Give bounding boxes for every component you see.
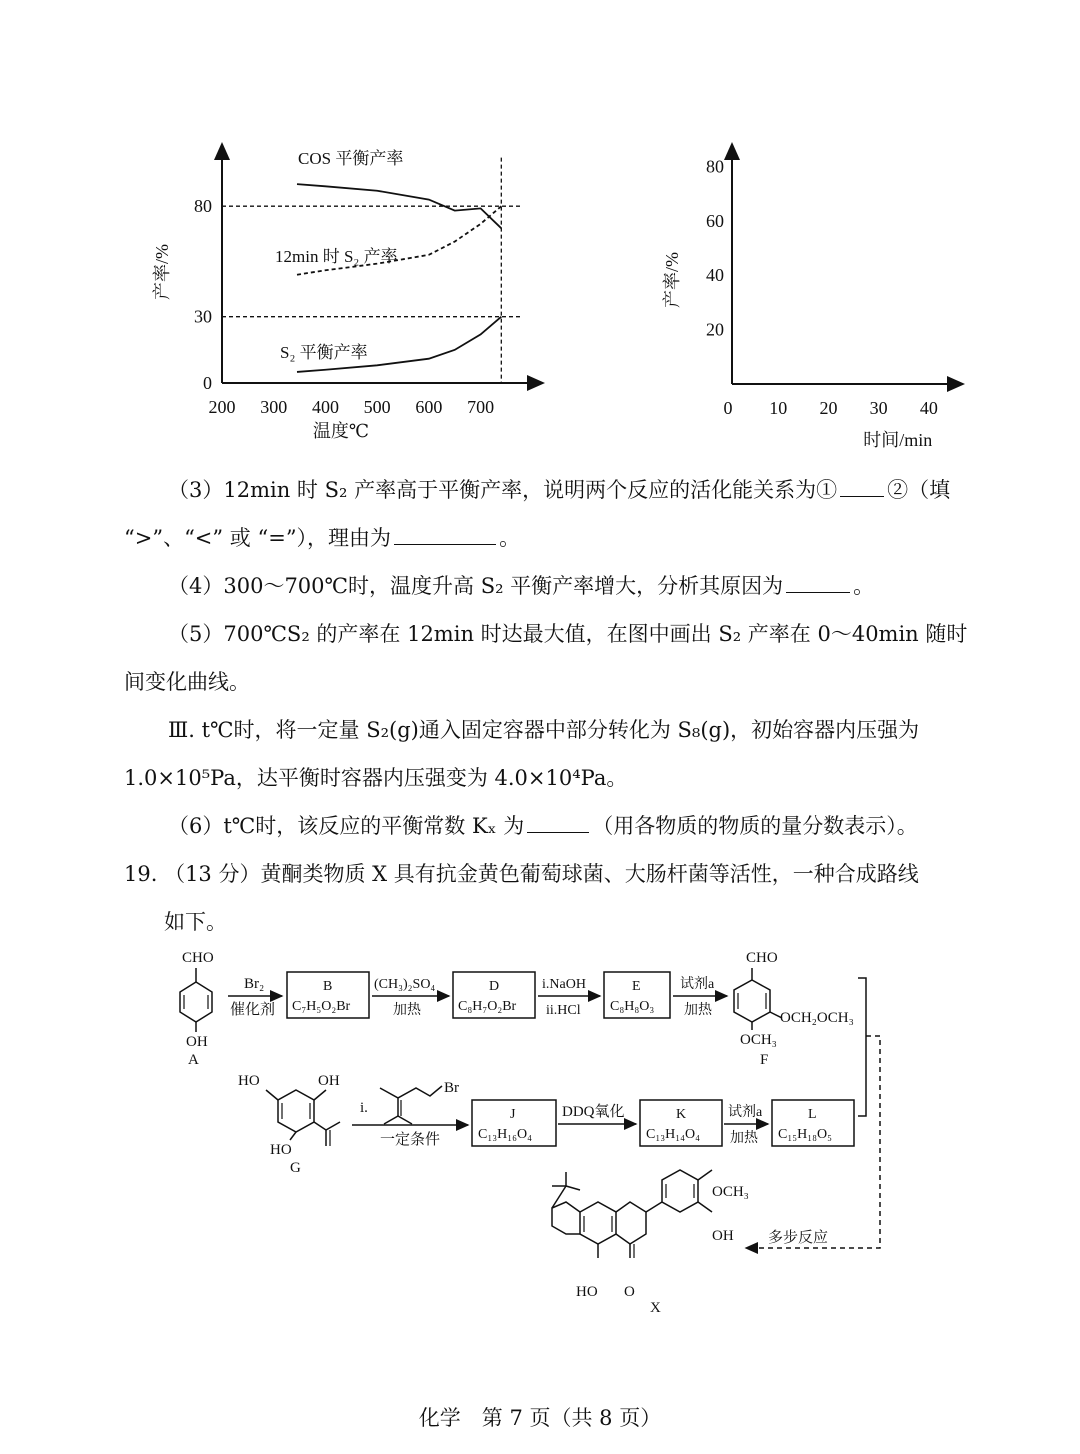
- x2-tick-20: 20: [819, 398, 838, 418]
- molecule-f: [734, 950, 854, 1068]
- synthesis-scheme: [0, 940, 1080, 1340]
- b-name: B: [323, 979, 333, 994]
- g-label: G: [290, 1160, 301, 1176]
- x2-tick-40: 40: [919, 398, 938, 418]
- a-oh: OH: [186, 1034, 208, 1050]
- question-5-text: （5）700℃S₂ 的产率在 12min 时达最大值，在图中画出 S₂ 产率在 0～40min 随时: [168, 622, 968, 646]
- l-name: L: [808, 1107, 817, 1122]
- x-axis-label: 温度℃: [312, 421, 370, 441]
- chart-temperature-yield: [140, 140, 560, 450]
- x-oh: OH: [712, 1228, 734, 1244]
- reagent-6-top: DDQ氧化: [562, 1104, 625, 1120]
- reagent-7-top: 试剂a: [728, 1105, 763, 1120]
- y2-tick-40: 40: [706, 265, 724, 286]
- connector-f-l: [858, 978, 866, 1116]
- x-ho: HO: [576, 1284, 598, 1300]
- question-5-line-2: [124, 667, 250, 697]
- x-tick-300: 300: [260, 397, 288, 417]
- x-och3: OCH₃: [712, 1184, 749, 1200]
- part-3-line-1: [168, 715, 919, 745]
- e-formula: C₈H₈O₃: [610, 999, 655, 1014]
- part-3-text: Ⅲ. t℃时，将一定量 S₂(g)通入固定容器中部分转化为 S₈(g)，初始容器内压强为: [168, 718, 920, 742]
- f-cho: CHO: [746, 950, 778, 966]
- question-5-text-b: 间变化曲线。: [124, 670, 250, 694]
- j-name: J: [510, 1107, 516, 1122]
- part-3-text-b: 1.0×10⁵Pa，达平衡时容器内压强变为 4.0×10⁴Pa。: [124, 766, 628, 790]
- answer-blank-q6[interactable]: [527, 812, 589, 833]
- y-axis-label: 产率/%: [152, 244, 172, 300]
- question-3-text-b: ②（填: [887, 478, 951, 502]
- reagent-2-bottom: 加热: [393, 1003, 421, 1018]
- part-3-line-2: [124, 763, 627, 793]
- a-label: A: [188, 1052, 199, 1068]
- f-och3: OCH₃: [740, 1032, 777, 1048]
- question-6-text-b: （用各物质的物质的量分数表示）。: [592, 814, 918, 838]
- d-name: D: [489, 979, 500, 994]
- reagent-5-br: Br: [444, 1080, 459, 1096]
- x-tick-400: 400: [311, 397, 339, 417]
- reagent-4-top: 试剂a: [680, 977, 715, 992]
- x-tick-200: 200: [208, 397, 236, 417]
- y2-tick-80: 80: [706, 156, 724, 177]
- x-tick-700: 700: [467, 397, 495, 417]
- x2-tick-0: 0: [723, 398, 733, 418]
- question-3-text-c: “>”、“<” 或 “=”），理由为: [124, 526, 392, 550]
- reagent-3-top: i.NaOH: [542, 977, 586, 992]
- prenyl-bromide: [380, 1080, 459, 1124]
- x-carbonyl-o: O: [624, 1284, 635, 1300]
- reagent-5-bottom: 一定条件: [380, 1132, 441, 1148]
- reagent-1-bottom: 催化剂: [230, 1002, 276, 1018]
- g-ho-bottom: HO: [270, 1142, 292, 1158]
- series-label-2: S₂ 平衡产率: [280, 343, 368, 362]
- question-3-text: （3）12min 时 S₂ 产率高于平衡产率，说明两个反应的活化能关系为①: [168, 478, 838, 502]
- chart-time-yield: [650, 140, 980, 460]
- reagent-5-top: i.: [360, 1100, 368, 1116]
- reagent-1-top: Br₂: [244, 976, 265, 992]
- y-tick-30: 30: [194, 306, 212, 327]
- reagent-3-bottom: ii.HCl: [546, 1003, 581, 1018]
- x2-axis-label: 时间/min: [863, 430, 933, 450]
- question-3-line-2: [124, 523, 520, 553]
- x-tick-500: 500: [363, 397, 391, 417]
- question-4-text: （4）300～700℃时，温度升高 S₂ 平衡产率增大，分析其原因为: [168, 574, 784, 598]
- question-4-line: [168, 571, 874, 601]
- molecule-g: [238, 1073, 340, 1176]
- k-formula: C₁₃H₁₄O₄: [646, 1127, 700, 1142]
- question-19-line-1: [124, 859, 919, 889]
- series-label-0: COS 平衡产率: [298, 149, 404, 168]
- f-label: F: [760, 1052, 769, 1068]
- question-5-line-1: [168, 619, 967, 649]
- d-formula: C₈H₇O₂Br: [458, 999, 517, 1014]
- question-3-line-1: [168, 475, 950, 505]
- x-label: X: [650, 1300, 661, 1316]
- question-6-text: （6）t℃时，该反应的平衡常数 Kₓ 为: [168, 814, 525, 838]
- answer-blank-q4[interactable]: [786, 572, 850, 593]
- e-name: E: [632, 979, 641, 994]
- g-ho-top: HO: [238, 1073, 260, 1089]
- question-19-line-2: [164, 907, 227, 937]
- y2-tick-60: 60: [706, 210, 724, 231]
- k-name: K: [676, 1107, 687, 1122]
- b-formula: C₇H₅O₂Br: [292, 999, 351, 1014]
- answer-blank-q3-relation[interactable]: [840, 476, 884, 497]
- reagent-2-top: (CH₃)₂SO₄: [374, 977, 436, 992]
- a-cho: CHO: [182, 950, 214, 966]
- g-oh-top: OH: [318, 1073, 340, 1089]
- l-formula: C₁₅H₁₈O₅: [778, 1127, 832, 1142]
- question-19-text: 19. （13 分）黄酮类物质 X 具有抗金黄色葡萄球菌、大肠杆菌等活性，一种合成路线: [124, 862, 919, 886]
- page-footer: 化学 第 7 页（共 8 页）: [418, 1406, 662, 1430]
- y2-axis-label: 产率/%: [662, 252, 682, 308]
- answer-blank-q3-reason[interactable]: [394, 524, 496, 545]
- reagent-4-bottom: 加热: [684, 1003, 712, 1018]
- question-3-text-d: 。: [499, 526, 521, 550]
- question-4-text-b: 。: [853, 574, 875, 598]
- question-6-line: [168, 811, 918, 841]
- molecule-a: [180, 950, 214, 1068]
- x2-tick-10: 10: [769, 398, 788, 418]
- y-tick-0: 0: [203, 373, 212, 393]
- reagent-7-bottom: 加热: [730, 1131, 758, 1146]
- reagent-8: 多步反应: [768, 1230, 829, 1246]
- series-label-1: 12min 时 S₂ 产率: [275, 247, 398, 266]
- x2-tick-30: 30: [869, 398, 888, 418]
- y-tick-80: 80: [194, 196, 212, 217]
- x-tick-600: 600: [415, 397, 443, 417]
- f-och2och3: OCH₂OCH₃: [780, 1010, 854, 1026]
- j-formula: C₁₃H₁₆O₄: [478, 1127, 532, 1142]
- molecule-x: [552, 1170, 712, 1258]
- y2-tick-20: 20: [706, 319, 724, 340]
- question-19-text-b: 如下。: [164, 910, 227, 934]
